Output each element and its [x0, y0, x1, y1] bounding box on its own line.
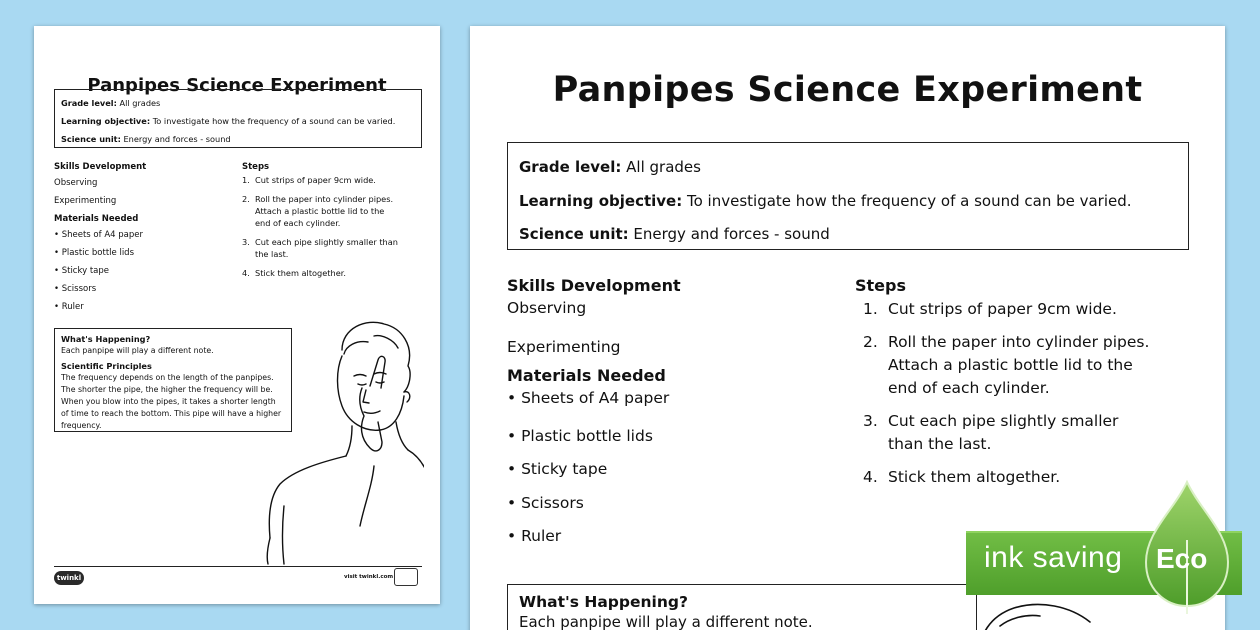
happening-text: Each panpipe will play a different note. [519, 613, 813, 630]
step-item: 1. Cut strips of paper 9cm wide. [863, 300, 1117, 318]
thumbnail-info-box [54, 89, 422, 148]
skills-heading: Skills Development [507, 276, 681, 295]
objective-label: Learning objective: [61, 116, 151, 126]
material-item: • Plastic bottle lids [54, 248, 135, 258]
step-item: 4. Stick them altogether. [242, 268, 346, 278]
unit-label: Science unit: [519, 225, 629, 243]
twinkl-logo: twinkl [54, 571, 84, 585]
material-item: • Plastic bottle lids [507, 426, 653, 445]
thumbnail-left-column [54, 162, 234, 316]
material-item: • Sheets of A4 paper [54, 230, 143, 240]
left-column [507, 275, 827, 554]
footer-badge-icon [394, 568, 418, 586]
thumbnail-footer [54, 566, 422, 586]
happening-heading: What's Happening? [519, 593, 688, 611]
principles-text: The frequency depends on the length of the panpipes. The shorter the pipe, the higher the frequency will be. When you blow into the pipes, it takes a shorter length of time to reach the bottom. This pipe will have a higher frequency. [61, 373, 282, 430]
skill-item: Observing [54, 178, 98, 188]
footer-url: visit twinkl.com [344, 574, 394, 580]
step-item: 2. Roll the paper into cylinder pipes. Attach a plastic bottle lid to the end of each cylinder. [863, 333, 1150, 397]
material-item: • Ruler [54, 302, 84, 312]
eco-label: Eco [1156, 543, 1208, 574]
whats-happening-box [507, 584, 977, 630]
skill-item: Observing [507, 299, 587, 317]
objective-value: To investigate how the frequency of a sound can be varied. [150, 116, 396, 126]
step-item: 2. Roll the paper into cylinder pipes. Attach a plastic bottle lid to the end of each cylinder. [242, 194, 394, 228]
step-item: 4. Stick them altogether. [863, 468, 1061, 486]
page-title: Panpipes Science Experiment [552, 70, 1143, 110]
right-column [855, 275, 1155, 499]
objective-label: Learning objective: [519, 191, 683, 210]
ink-saving-label: ink saving [984, 541, 1123, 574]
steps-heading: Steps [242, 162, 270, 172]
step-item: 3. Cut each pipe slightly smaller than the last. [242, 237, 398, 259]
step-item: 3. Cut each pipe slightly smaller than the last. [863, 412, 1119, 453]
material-item: • Sheets of A4 paper [507, 388, 670, 407]
skill-item: Experimenting [507, 338, 621, 356]
steps-heading: Steps [855, 276, 906, 295]
material-item: • Sticky tape [507, 460, 608, 478]
skills-heading: Skills Development [54, 162, 147, 172]
grade-value: All grades [621, 158, 701, 176]
happening-text: Each panpipe will play a different note. [61, 346, 214, 355]
materials-heading: Materials Needed [54, 214, 139, 224]
grade-label: Grade level: [519, 158, 622, 176]
unit-value: Energy and forces - sound [628, 225, 830, 243]
unit-label: Science unit: [61, 134, 121, 144]
unit-value: Energy and forces - sound [120, 134, 231, 144]
grade-label: Grade level: [61, 98, 117, 108]
thumbnail-right-column [242, 162, 402, 286]
happening-heading: What's Happening? [61, 334, 151, 344]
info-box [507, 142, 1189, 250]
skill-item: Experimenting [54, 196, 117, 206]
thumbnail-title: Panpipes Science Experiment [87, 75, 387, 96]
material-item: • Scissors [54, 284, 97, 294]
material-item: • Sticky tape [54, 266, 109, 276]
materials-heading: Materials Needed [507, 365, 666, 385]
grade-value: All grades [116, 98, 161, 108]
objective-value: To investigate how the frequency of a sound can be varied. [682, 191, 1132, 210]
worksheet-thumbnail [34, 26, 440, 604]
principles-heading: Scientific Principles [61, 361, 152, 371]
material-item: • Scissors [507, 493, 584, 512]
thumbnail-whats-happening-box [54, 328, 292, 432]
step-item: 1. Cut strips of paper 9cm wide. [242, 175, 376, 185]
material-item: • Ruler [507, 527, 562, 545]
